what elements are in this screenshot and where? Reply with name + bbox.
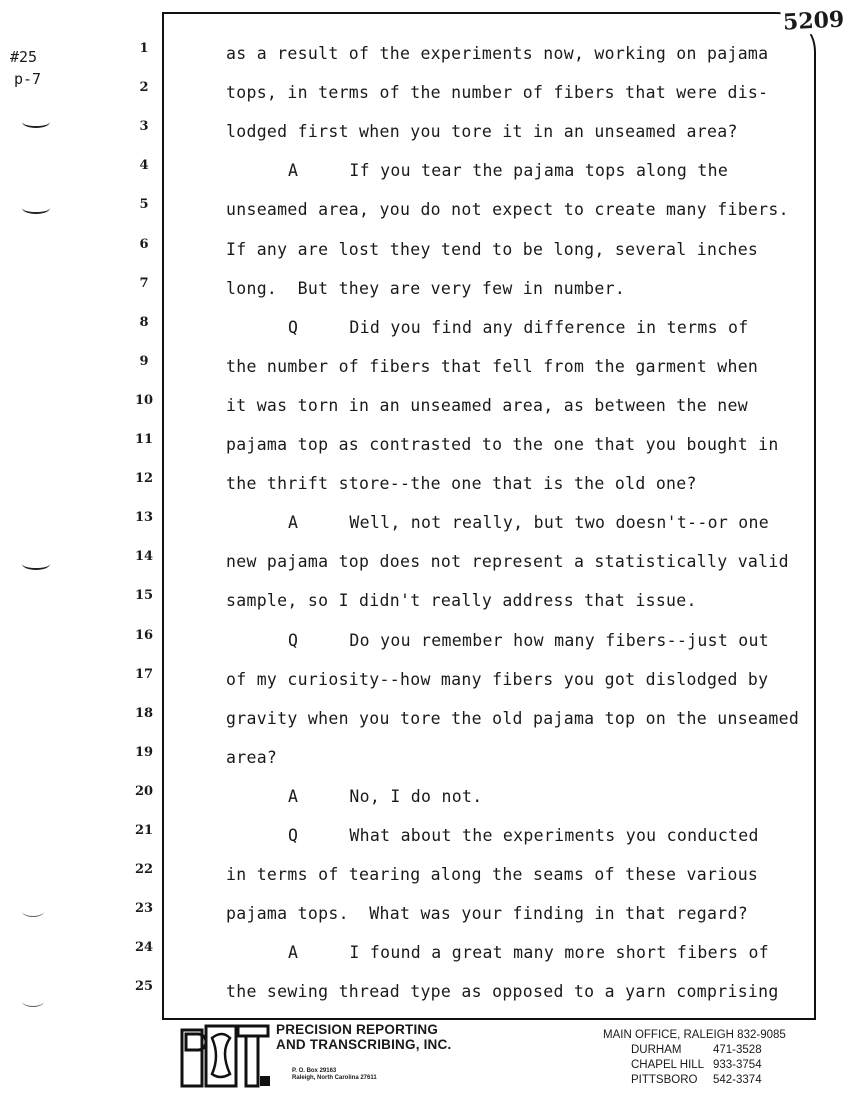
line-number: 17 — [134, 666, 154, 682]
company-name-line1: PRECISION REPORTING — [276, 1022, 439, 1037]
line-number: 8 — [139, 314, 149, 330]
company-address — [292, 1068, 377, 1082]
line-number: 4 — [139, 158, 149, 174]
binder-hole-mark — [22, 202, 50, 214]
exhibit-note: #25 — [10, 48, 38, 66]
line-number: 6 — [139, 236, 149, 252]
binder-hole-mark — [22, 116, 50, 128]
office-city: DURHAM — [631, 1044, 682, 1056]
office-city: CHAPEL HILL — [631, 1059, 705, 1071]
transcript-line: A Well, not really, but two doesn't--or one — [288, 513, 769, 533]
transcript-line: A I found a great many more short fibers of — [288, 943, 769, 963]
office-phone: 471-3528 — [713, 1044, 762, 1056]
transcript-line: A No, I do not. — [288, 786, 483, 806]
line-number: 5 — [139, 197, 149, 213]
binder-hole-mark — [22, 906, 44, 917]
letterhead-footer — [0, 1018, 860, 1094]
address-line2: Raleigh, North Carolina 27611 — [292, 1075, 377, 1081]
page-number: 5209 — [782, 6, 845, 36]
transcript-line: the thrift store--the one that is the old one? — [226, 474, 697, 494]
company-name — [276, 1022, 451, 1052]
line-number: 19 — [134, 744, 154, 760]
office-row — [631, 1043, 786, 1058]
transcript-line: pajama top as contrasted to the one that you bought in — [226, 435, 779, 454]
line-number: 11 — [134, 432, 154, 447]
transcript-line: the number of fibers that fell from the garment when — [226, 356, 759, 376]
line-number: 12 — [134, 471, 154, 487]
transcript-line: tops, in terms of the number of fibers that were dis- — [226, 83, 769, 103]
line-number: 24 — [134, 940, 154, 956]
line-number: 1 — [139, 41, 149, 56]
line-number: 20 — [134, 783, 154, 799]
office-row — [631, 1073, 786, 1088]
transcript-line: pajama tops. What was your finding in that regard? — [226, 904, 748, 924]
binder-hole-mark — [22, 996, 44, 1007]
line-number: 22 — [134, 862, 154, 878]
transcript-line: the sewing thread type as opposed to a yarn comprising — [226, 982, 779, 1002]
office-row — [631, 1058, 786, 1073]
transcript-line: lodged first when you tore it in an unseamed area? — [226, 122, 738, 142]
transcript-line: as a result of the experiments now, working on pajama — [226, 44, 769, 63]
line-number: 9 — [139, 353, 149, 369]
transcript-line: of my curiosity--how many fibers you got dislodged by — [226, 669, 769, 689]
line-number: 10 — [134, 392, 154, 408]
main-office: MAIN OFFICE, RALEIGH 832-9085 — [603, 1029, 786, 1041]
line-number: 7 — [139, 275, 149, 291]
transcript-line: If any are lost they tend to be long, several inches — [226, 239, 759, 259]
line-number: 16 — [134, 627, 154, 643]
transcript-line: area? — [226, 747, 278, 767]
page-ref-note: p-7 — [14, 70, 42, 88]
line-number: 25 — [134, 979, 154, 995]
transcript-line: long. But they are very few in number. — [226, 278, 626, 298]
office-city: PITTSBORO — [631, 1074, 698, 1086]
line-number: 15 — [134, 588, 154, 604]
transcript-line: gravity when you tore the old pajama top on the unseamed — [226, 708, 800, 728]
line-number: 3 — [139, 119, 149, 135]
transcript-line: unseamed area, you do not expect to create many fibers. — [226, 200, 789, 220]
office-list — [603, 1028, 786, 1088]
transcript-line: A If you tear the pajama tops along the — [288, 161, 729, 181]
line-number: 2 — [139, 80, 149, 96]
transcript-line: it was torn in an unseamed area, as between the new — [226, 395, 748, 415]
line-number: 14 — [134, 549, 154, 565]
line-number: 18 — [134, 705, 154, 721]
binder-hole-mark — [22, 558, 50, 570]
line-number: 21 — [134, 823, 154, 838]
transcript-line: Q Do you remember how many fibers--just out — [288, 630, 769, 650]
company-logo-icon — [180, 1024, 272, 1088]
transcript-line: Q What about the experiments you conducted — [288, 826, 759, 845]
company-name-line2: AND TRANSCRIBING, INC. — [276, 1037, 452, 1052]
transcript-line: Q Did you find any difference in terms of — [288, 317, 749, 337]
transcript-line: in terms of tearing along the seams of these various — [226, 865, 759, 885]
transcript-line: sample, so I didn't really address that issue. — [226, 591, 697, 611]
line-number: 23 — [134, 901, 154, 917]
office-phone: 542-3374 — [713, 1074, 762, 1086]
transcript-line: new pajama top does not represent a statistically valid — [226, 552, 789, 572]
line-number: 13 — [134, 510, 154, 526]
address-line1: P. O. Box 29163 — [292, 1068, 337, 1074]
office-phone: 933-3754 — [713, 1059, 762, 1071]
